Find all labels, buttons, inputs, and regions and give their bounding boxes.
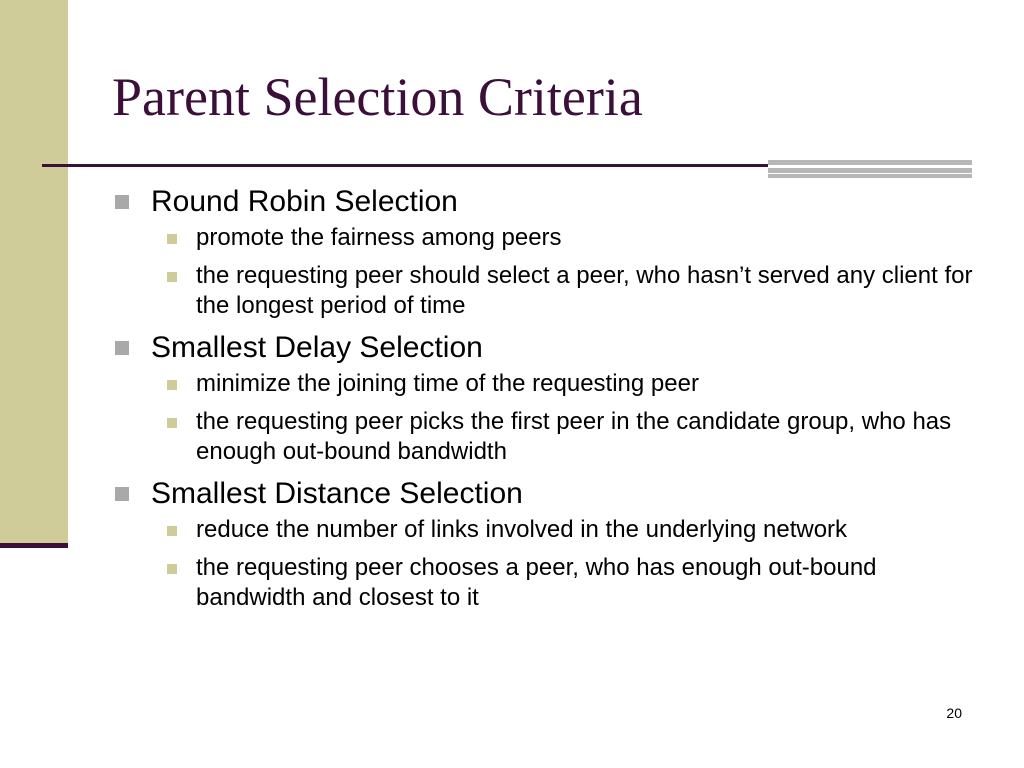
left-accent-rule [0, 543, 68, 548]
square-bullet-icon [115, 487, 129, 501]
sub-bullet [112, 223, 982, 253]
bullet-round-robin [112, 183, 982, 221]
left-accent-band [0, 0, 68, 545]
square-bullet-icon [167, 564, 177, 574]
bullet-text: Smallest Distance Selection [151, 477, 523, 510]
sub-bullet-text: minimize the joining time of the requesting peer [196, 370, 699, 397]
bullet-text: Round Robin Selection [151, 185, 458, 218]
square-bullet-icon [167, 272, 177, 282]
title-divider-accent [768, 160, 972, 178]
sub-bullet-group [112, 515, 982, 613]
sub-bullet-group [112, 223, 982, 321]
square-bullet-icon [167, 380, 177, 390]
sub-bullet [112, 515, 982, 545]
sub-bullet-text: reduce the number of links involved in the underlying network [196, 516, 848, 543]
bullet-smallest-distance [112, 475, 982, 513]
bullet-smallest-delay [112, 329, 982, 367]
square-bullet-icon [167, 526, 177, 536]
sub-bullet [112, 369, 982, 399]
sub-bullet-text: the requesting peer should select a peer, who hasn’t served any client for the longest period of time [196, 262, 973, 319]
sub-bullet-text: promote the fairness among peers [196, 224, 562, 251]
slide-title: Parent Selection Criteria [112, 67, 643, 127]
square-bullet-icon [115, 195, 129, 209]
sub-bullet-text: the requesting peer picks the first peer in the candidate group, who has enough out-bound bandwidth [196, 408, 952, 465]
sub-bullet-group [112, 369, 982, 467]
bullet-list [112, 183, 982, 621]
square-bullet-icon [167, 418, 177, 428]
sub-bullet-text: the requesting peer chooses a peer, who has enough out-bound bandwidth and closest to it [196, 554, 877, 611]
sub-bullet [112, 407, 982, 467]
bullet-text: Smallest Delay Selection [151, 331, 483, 364]
page-number: 20 [946, 705, 962, 721]
square-bullet-icon [115, 341, 129, 355]
square-bullet-icon [167, 234, 177, 244]
sub-bullet [112, 261, 982, 321]
sub-bullet [112, 553, 982, 613]
